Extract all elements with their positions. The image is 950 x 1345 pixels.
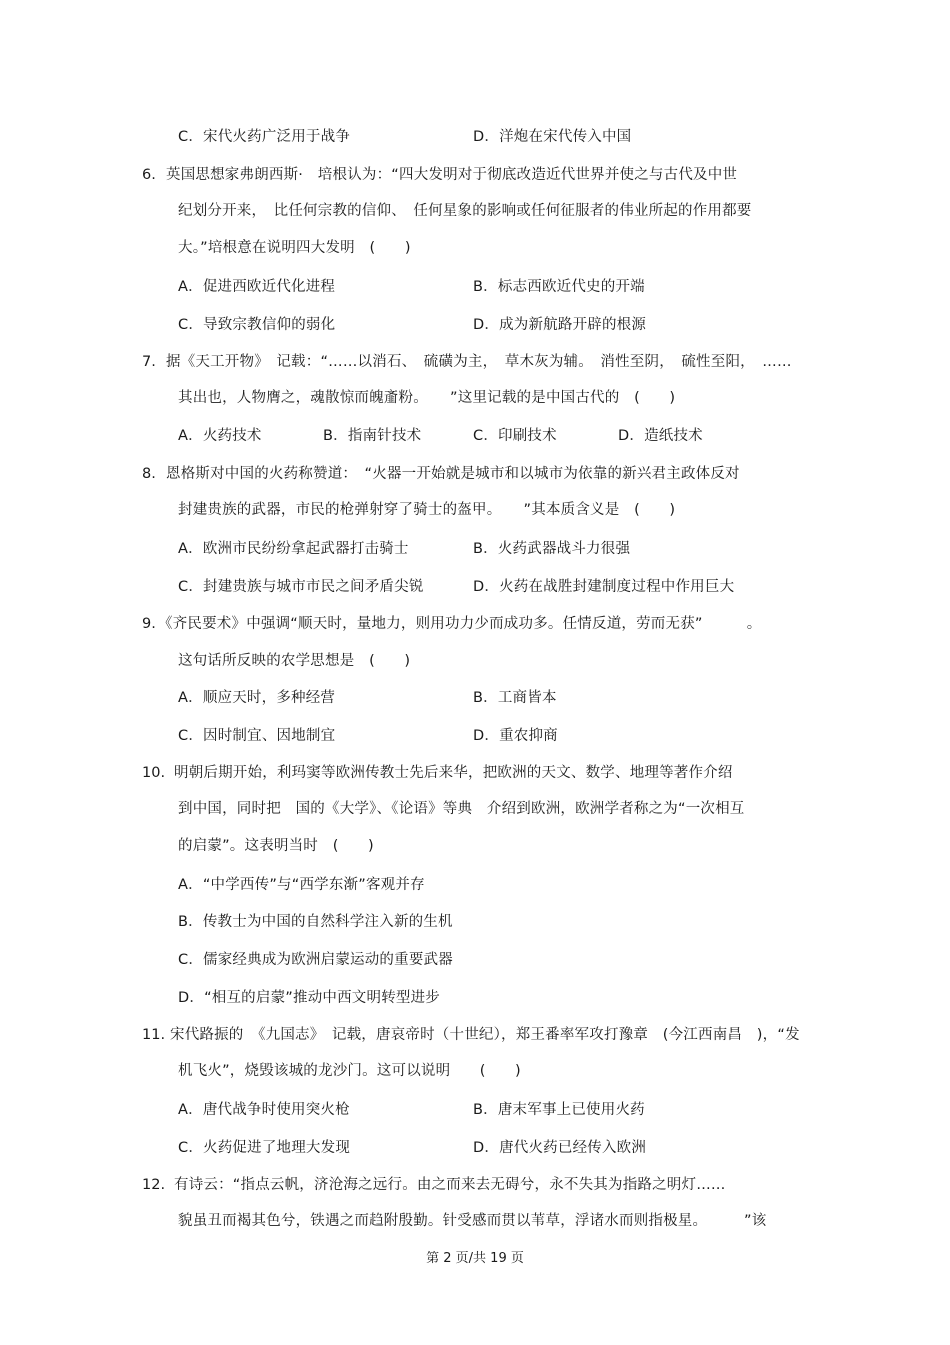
q8-line-2: 封建贵族的武器，市民的枪弹射穿了骑士的盔甲。 ”其本质含义是 ( ) — [178, 502, 676, 518]
q9-option-a: A．顺应天时，多种经营 — [178, 690, 336, 706]
q7-line-1: 据《天工开物》 记载：“……以消石、 硫磺为主， 草木灰为辅。 消性至阴， 硫性至阳， …… — [166, 354, 792, 370]
q10-option-b: B．传教士为中国的自然科学注入新的生机 — [178, 914, 453, 930]
q7-option-d: D．造纸技术 — [618, 428, 703, 444]
q6-option-b: B．标志西欧近代史的开端 — [473, 279, 645, 295]
q6-option-d: D．成为新航路开辟的根源 — [473, 317, 647, 333]
q6-number: 6. — [142, 167, 156, 183]
q5-option-d: D．洋炮在宋代传入中国 — [473, 129, 632, 145]
q11-option-d: D．唐代火药已经传入欧洲 — [473, 1140, 647, 1156]
q11-line-2: 机飞火”，烧毁该城的龙沙门。这可以说明 ( ) — [178, 1063, 521, 1079]
q8-number: 8. — [142, 466, 156, 482]
q7-option-a: A．火药技术 — [178, 428, 262, 444]
q7-option-c: C．印刷技术 — [473, 428, 557, 444]
q11-option-a: A．唐代战争时使用突火枪 — [178, 1102, 350, 1118]
q10-line-1: 明朝后期开始，利玛窦等欧洲传教士先后来华，把欧洲的天文、数学、地理等著作介绍 — [174, 765, 733, 781]
q10-option-c: C．儒家经典成为欧洲启蒙运动的重要武器 — [178, 952, 453, 968]
q10-line-3: 的启蒙”。这表明当时 ( ) — [178, 838, 374, 854]
q8-option-d: D．火药在战胜封建制度过程中作用巨大 — [473, 579, 735, 595]
q9-line-1: 《齐民要术》中强调“顺天时，量地力，则用功力少而成功多。任情反道，劳而无获” 。 — [158, 616, 762, 632]
q10-option-d: D．“相互的启蒙”推动中西文明转型进步 — [178, 990, 440, 1006]
q6-line-3: 大。”培根意在说明四大发明 ( ) — [178, 240, 411, 256]
q7-option-b: B．指南针技术 — [323, 428, 422, 444]
q11-line-1: 宋代路振的 《九国志》 记载，唐哀帝时（十世纪），郑王番率军攻打豫章 (今江西南昌 )，“发 — [170, 1027, 800, 1043]
page-number-footer: 第 2 页/共 19 页 — [426, 1251, 524, 1266]
q9-option-b: B．工商皆本 — [473, 690, 557, 706]
q9-line-2: 这句话所反映的农学思想是 ( ) — [178, 653, 411, 669]
q6-option-c: C．导致宗教信仰的弱化 — [178, 317, 336, 333]
q6-line-2: 纪划分开来， 比任何宗教的信仰、 任何星象的影响或任何征服者的伟业所起的作用都要 — [178, 203, 752, 219]
q11-number: 11. — [142, 1027, 166, 1043]
q10-option-a: A．“中学西传”与“西学东渐”客观并存 — [178, 877, 425, 893]
q8-option-b: B．火药武器战斗力很强 — [473, 541, 631, 557]
q5-option-c: C．宋代火药广泛用于战争 — [178, 129, 351, 145]
q8-line-1: 恩格斯对中国的火药称赞道： “火器一开始就是城市和以城市为依靠的新兴君主政体反对 — [166, 466, 740, 482]
q12-line-2: 貌虽丑而褐其色兮，铁遇之而趋附殷勤。针受感而贯以苇草，浮诸水而则指极星。 ”该 — [178, 1213, 767, 1229]
q11-option-b: B．唐末军事上已使用火药 — [473, 1102, 645, 1118]
q9-number: 9. — [142, 616, 156, 632]
q8-option-c: C．封建贵族与城市市民之间矛盾尖锐 — [178, 579, 424, 595]
q6-line-1: 英国思想家弗朗西斯· 培根认为：“四大发明对于彻底改造近代世界并使之与古代及中世 — [166, 167, 738, 183]
q9-option-d: D．重农抑商 — [473, 728, 558, 744]
q10-number: 10. — [142, 765, 166, 781]
q6-option-a: A．促进西欧近代化进程 — [178, 279, 336, 295]
q11-option-c: C．火药促进了地理大发现 — [178, 1140, 351, 1156]
q9-option-c: C．因时制宜、因地制宜 — [178, 728, 336, 744]
q7-number: 7. — [142, 354, 156, 370]
q8-option-a: A．欧洲市民纷纷拿起武器打击骑士 — [178, 541, 409, 557]
q10-line-2: 到中国，同时把 国的《大学》、《论语》等典 介绍到欧洲，欧洲学者称之为“一次相互 — [178, 801, 745, 817]
q12-number: 12. — [142, 1177, 166, 1193]
q7-line-2: 其出也，人物膺之，魂散惊而魄齑粉。 ”这里记载的是中国古代的 ( ) — [178, 390, 676, 406]
q12-line-1: 有诗云：“指点云帆，济沧海之远行。由之而来去无碍兮，永不失其为指路之明灯…… — [174, 1177, 726, 1193]
